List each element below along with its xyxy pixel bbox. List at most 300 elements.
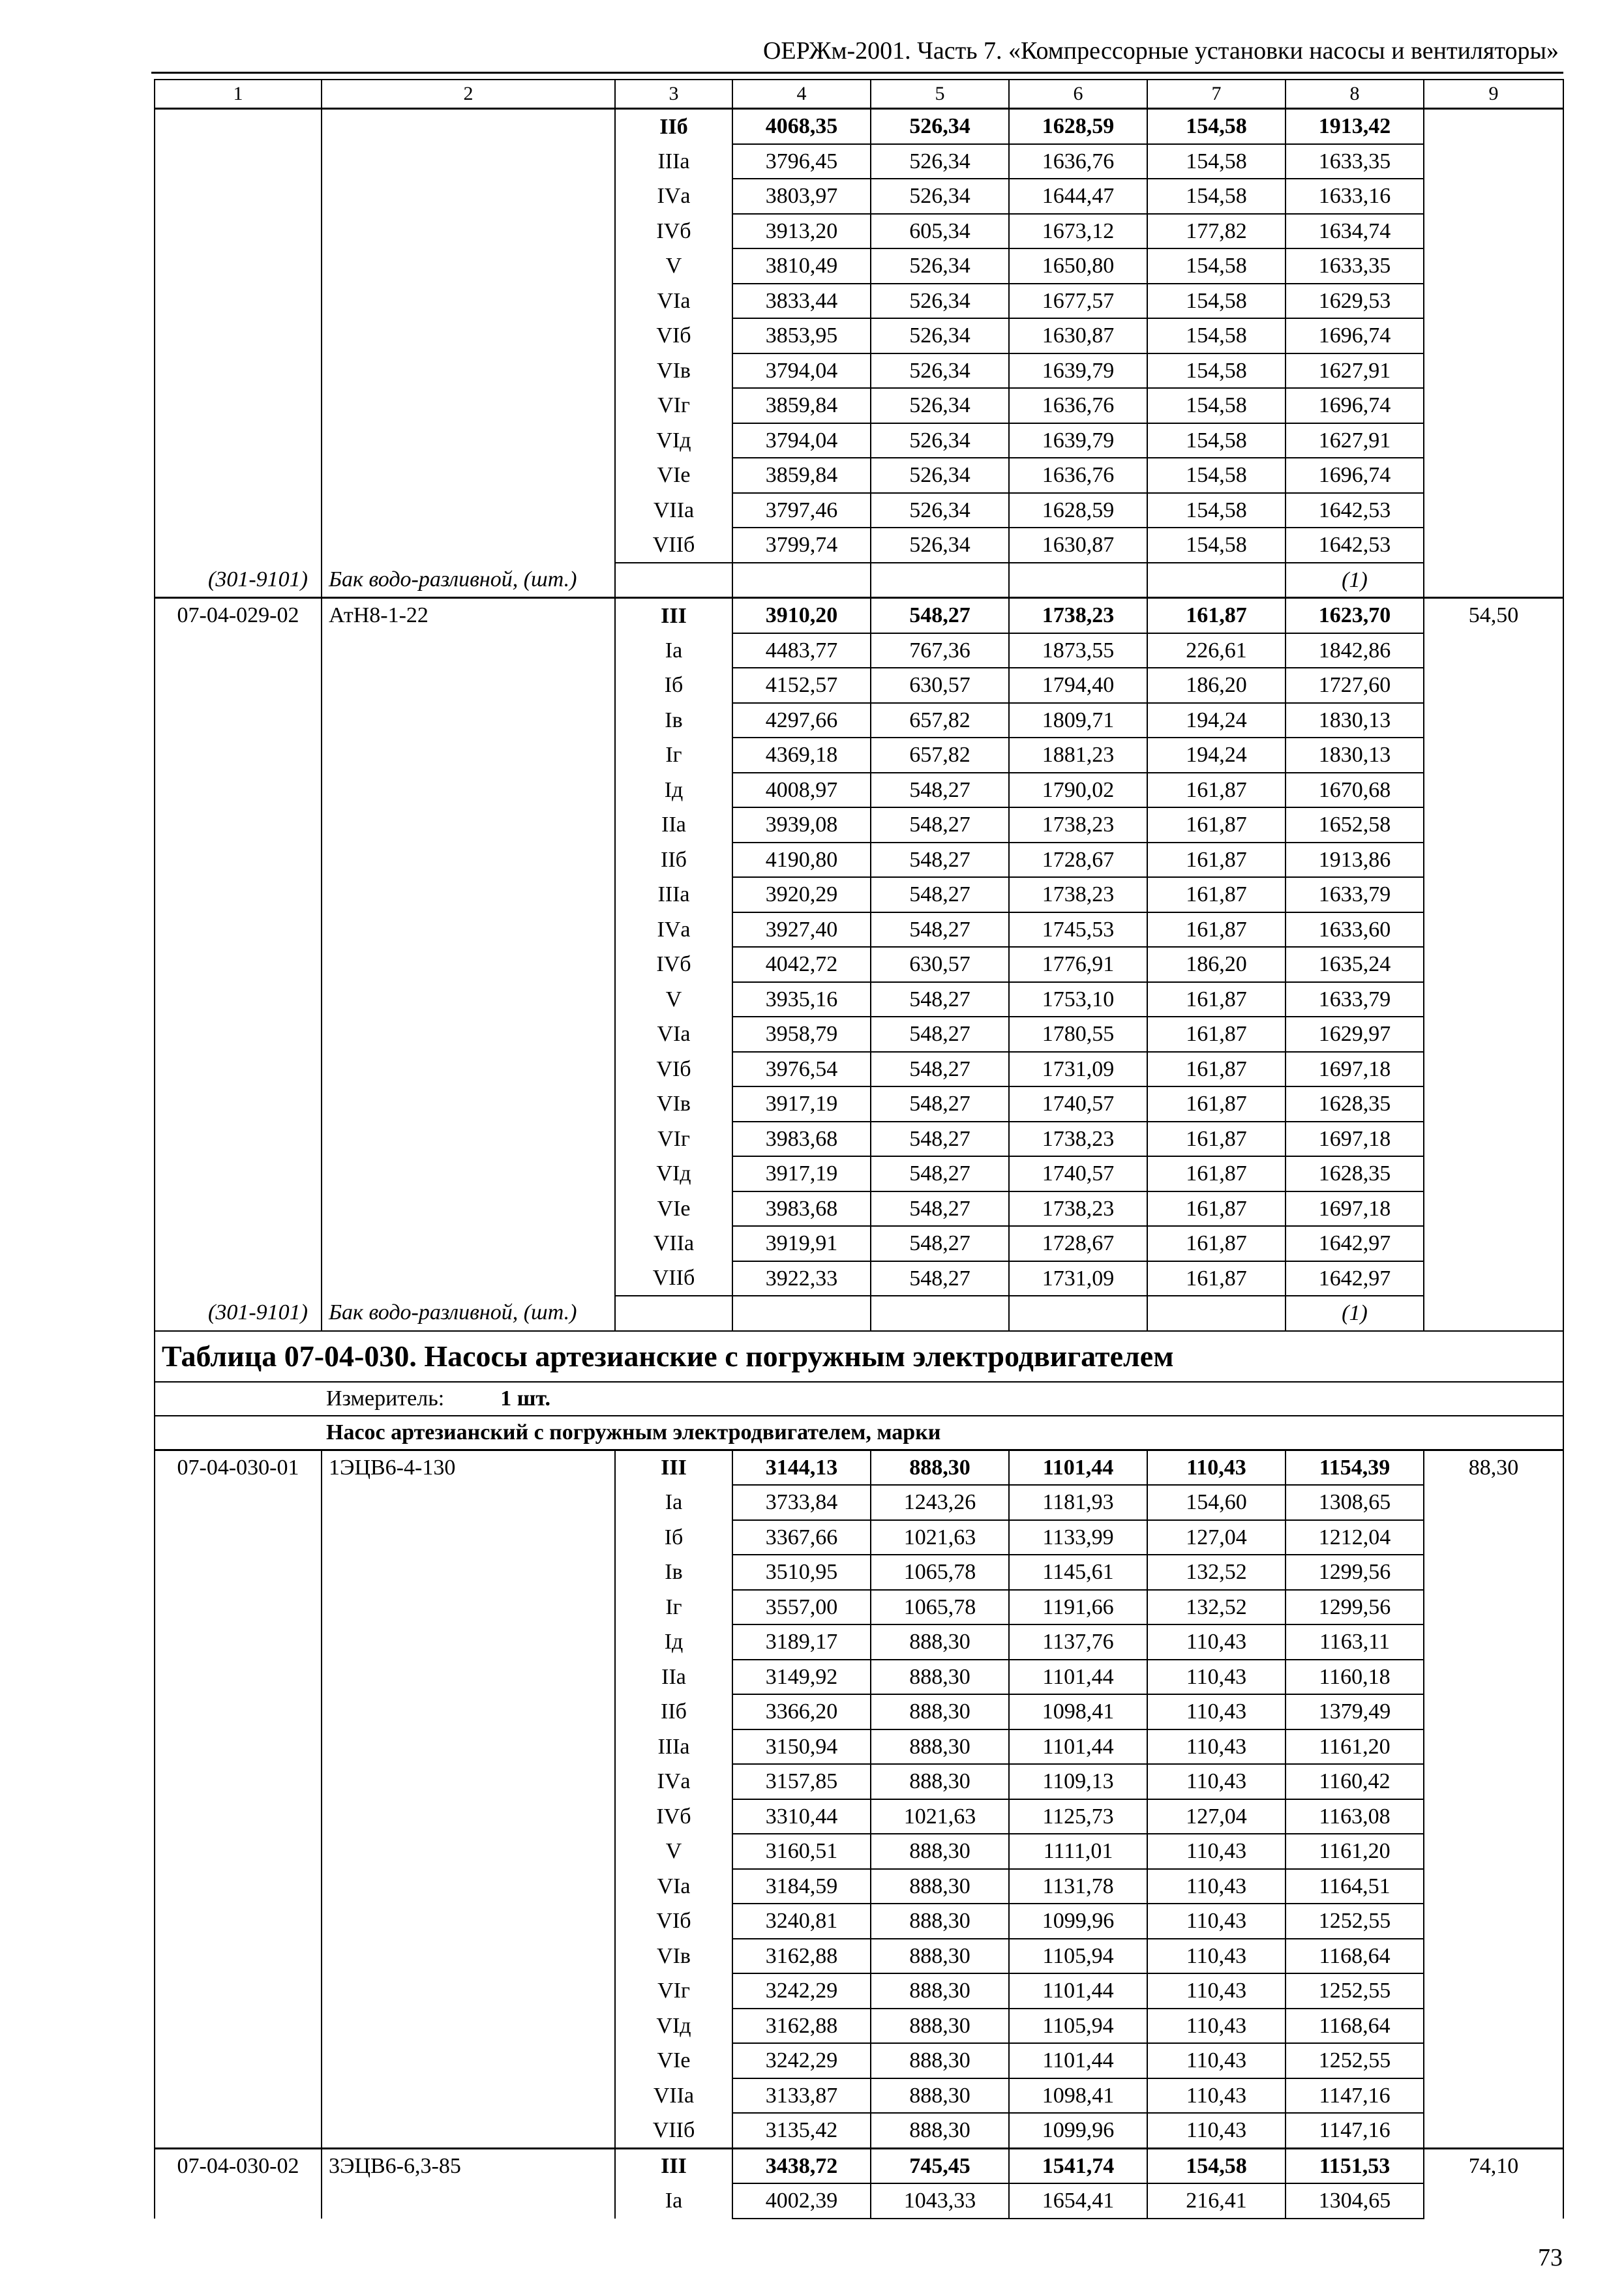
price-cell: 154,58 bbox=[1147, 284, 1286, 319]
price-cell: 3367,66 bbox=[732, 1520, 871, 1555]
price-cell: 1696,74 bbox=[1286, 388, 1424, 423]
page-header: ОЕРЖм-2001. Часть 7. «Компрессорные установки насосы и вентиляторы» bbox=[762, 37, 1559, 65]
price-cell: 1633,79 bbox=[1286, 877, 1424, 912]
zone-code: Iд bbox=[615, 773, 732, 808]
price-cell: 1634,74 bbox=[1286, 214, 1424, 249]
price-cell: 154,58 bbox=[1147, 423, 1286, 458]
item-code: 07-04-029-02 bbox=[155, 598, 322, 1296]
price-cell: 1111,01 bbox=[1009, 1834, 1147, 1869]
price-cell: 888,30 bbox=[871, 2078, 1009, 2114]
zone-code: VIг bbox=[615, 1973, 732, 2009]
price-cell: 526,34 bbox=[871, 493, 1009, 528]
zone-code: Iг bbox=[615, 738, 732, 773]
price-cell: 154,58 bbox=[1147, 144, 1286, 179]
price-cell: 548,27 bbox=[871, 1261, 1009, 1296]
price-cell: 888,30 bbox=[871, 1939, 1009, 1974]
price-cell: 1629,97 bbox=[1286, 1017, 1424, 1052]
price-cell: 1780,55 bbox=[1009, 1017, 1147, 1052]
price-cell: 548,27 bbox=[871, 1191, 1009, 1227]
price-cell: 3927,40 bbox=[732, 912, 871, 948]
price-cell: 194,24 bbox=[1147, 703, 1286, 738]
price-cell: 3160,51 bbox=[732, 1834, 871, 1869]
zone-code: VIг bbox=[615, 388, 732, 423]
empty-cell bbox=[1147, 1296, 1286, 1331]
price-cell: 1163,11 bbox=[1286, 1624, 1424, 1660]
group-title: Насос артезианский с погружным электродвигателем, марки bbox=[155, 1416, 1563, 1450]
price-cell: 1164,51 bbox=[1286, 1869, 1424, 1904]
price-cell: 4297,66 bbox=[732, 703, 871, 738]
price-cell: 1065,78 bbox=[871, 1555, 1009, 1590]
price-cell: 161,87 bbox=[1147, 912, 1286, 948]
price-cell: 154,58 bbox=[1147, 493, 1286, 528]
price-cell: 1740,57 bbox=[1009, 1086, 1147, 1122]
price-cell: 548,27 bbox=[871, 877, 1009, 912]
price-cell: 526,34 bbox=[871, 144, 1009, 179]
zone-code: IVб bbox=[615, 214, 732, 249]
price-cell: 110,43 bbox=[1147, 1834, 1286, 1869]
item-name: 3ЭЦВ6-6,3-85 bbox=[322, 2148, 615, 2219]
unit-label: Измеритель: bbox=[326, 1386, 445, 1411]
price-cell: 161,87 bbox=[1147, 1156, 1286, 1191]
price-cell: 548,27 bbox=[871, 843, 1009, 878]
price-cell: 1021,63 bbox=[871, 1520, 1009, 1555]
price-cell: 1212,04 bbox=[1286, 1520, 1424, 1555]
zone-code: VIIб bbox=[615, 1261, 732, 1296]
price-cell: 1633,79 bbox=[1286, 982, 1424, 1017]
column-number: 5 bbox=[871, 80, 1009, 109]
price-cell: 888,30 bbox=[871, 1904, 1009, 1939]
price-cell: 1252,55 bbox=[1286, 2043, 1424, 2078]
price-cell: 110,43 bbox=[1147, 2009, 1286, 2044]
price-cell: 177,82 bbox=[1147, 214, 1286, 249]
price-cell: 161,87 bbox=[1147, 773, 1286, 808]
price-cell: 3242,29 bbox=[732, 1973, 871, 2009]
price-cell: 1636,76 bbox=[1009, 144, 1147, 179]
resource-name: Бак водо-разливной, (шт.) bbox=[322, 563, 615, 598]
unit-value: 1 шт. bbox=[500, 1386, 551, 1411]
price-cell: 194,24 bbox=[1147, 738, 1286, 773]
empty-cell bbox=[732, 563, 871, 598]
zone-code: IIа bbox=[615, 1660, 732, 1695]
price-cell: 1642,53 bbox=[1286, 528, 1424, 563]
price-cell: 548,27 bbox=[871, 982, 1009, 1017]
price-cell: 110,43 bbox=[1147, 1764, 1286, 1799]
price-cell: 161,87 bbox=[1147, 877, 1286, 912]
price-cell: 1252,55 bbox=[1286, 1904, 1424, 1939]
price-cell: 1873,55 bbox=[1009, 633, 1147, 668]
price-cell: 630,57 bbox=[871, 947, 1009, 982]
item-code bbox=[155, 109, 322, 563]
column-number: 4 bbox=[732, 80, 871, 109]
price-cell: 110,43 bbox=[1147, 2043, 1286, 2078]
zone-code: VIб bbox=[615, 318, 732, 353]
column-number: 6 bbox=[1009, 80, 1147, 109]
zone-code: Iб bbox=[615, 1520, 732, 1555]
price-cell: 1738,23 bbox=[1009, 877, 1147, 912]
empty-cell bbox=[615, 1296, 732, 1331]
price-cell: 1731,09 bbox=[1009, 1261, 1147, 1296]
price-cell: 1105,94 bbox=[1009, 1939, 1147, 1974]
price-cell: 1842,86 bbox=[1286, 633, 1424, 668]
price-cell: 110,43 bbox=[1147, 1660, 1286, 1695]
price-cell: 226,61 bbox=[1147, 633, 1286, 668]
price-cell: 154,58 bbox=[1147, 353, 1286, 389]
price-cell: 1633,16 bbox=[1286, 179, 1424, 214]
price-cell: 1776,91 bbox=[1009, 947, 1147, 982]
price-cell: 1738,23 bbox=[1009, 598, 1147, 633]
price-cell: 1753,10 bbox=[1009, 982, 1147, 1017]
price-cell: 1098,41 bbox=[1009, 2078, 1147, 2114]
price-cell: 1105,94 bbox=[1009, 2009, 1147, 2044]
price-cell: 1728,67 bbox=[1009, 1226, 1147, 1261]
resource-code: (301-9101) bbox=[155, 1296, 322, 1331]
price-cell: 526,34 bbox=[871, 528, 1009, 563]
price-cell: 1913,86 bbox=[1286, 843, 1424, 878]
price-cell: 605,34 bbox=[871, 214, 1009, 249]
zone-code: VIб bbox=[615, 1904, 732, 1939]
price-cell: 1633,35 bbox=[1286, 248, 1424, 284]
zone-code: VIб bbox=[615, 1052, 732, 1087]
zone-code: VIа bbox=[615, 1869, 732, 1904]
price-cell: 154,58 bbox=[1147, 528, 1286, 563]
price-cell: 1639,79 bbox=[1009, 423, 1147, 458]
price-cell: 1830,13 bbox=[1286, 703, 1424, 738]
price-cell: 1642,97 bbox=[1286, 1226, 1424, 1261]
price-cell: 745,45 bbox=[871, 2148, 1009, 2183]
zone-code: IVб bbox=[615, 947, 732, 982]
price-cell: 3794,04 bbox=[732, 423, 871, 458]
zone-code: VIе bbox=[615, 1191, 732, 1227]
price-cell: 3859,84 bbox=[732, 388, 871, 423]
price-cell: 526,34 bbox=[871, 423, 1009, 458]
price-cell: 3144,13 bbox=[732, 1450, 871, 1485]
table-row bbox=[155, 598, 1563, 633]
price-cell: 161,87 bbox=[1147, 982, 1286, 1017]
empty-cell bbox=[871, 563, 1009, 598]
price-cell: 4190,80 bbox=[732, 843, 871, 878]
price-cell: 1636,76 bbox=[1009, 388, 1147, 423]
zone-code: V bbox=[615, 982, 732, 1017]
price-cell: 4483,77 bbox=[732, 633, 871, 668]
price-cell: 3242,29 bbox=[732, 2043, 871, 2078]
zone-code: VIд bbox=[615, 2009, 732, 2044]
price-cell: 186,20 bbox=[1147, 947, 1286, 982]
price-cell: 4369,18 bbox=[732, 738, 871, 773]
zone-code: IIIа bbox=[615, 1729, 732, 1765]
price-cell: 1644,47 bbox=[1009, 179, 1147, 214]
table-row bbox=[155, 1450, 1563, 1485]
price-cell: 3803,97 bbox=[732, 179, 871, 214]
price-cell: 888,30 bbox=[871, 1834, 1009, 1869]
zone-code: Iг bbox=[615, 1590, 732, 1625]
price-cell: 888,30 bbox=[871, 1450, 1009, 1485]
zone-code: VIд bbox=[615, 423, 732, 458]
price-cell: 3366,20 bbox=[732, 1694, 871, 1729]
price-cell: 1696,74 bbox=[1286, 318, 1424, 353]
price-cell: 1168,64 bbox=[1286, 2009, 1424, 2044]
price-cell: 3150,94 bbox=[732, 1729, 871, 1765]
price-cell: 1154,39 bbox=[1286, 1450, 1424, 1485]
price-cell: 1160,42 bbox=[1286, 1764, 1424, 1799]
price-cell: 888,30 bbox=[871, 2009, 1009, 2044]
price-cell: 161,87 bbox=[1147, 1191, 1286, 1227]
price-cell: 1147,16 bbox=[1286, 2078, 1424, 2114]
price-cell: 1191,66 bbox=[1009, 1590, 1147, 1625]
column-number: 2 bbox=[322, 80, 615, 109]
table-row bbox=[155, 2148, 1563, 2183]
price-cell: 630,57 bbox=[871, 668, 1009, 703]
price-cell: 1099,96 bbox=[1009, 2113, 1147, 2148]
zone-code: III bbox=[615, 598, 732, 633]
price-cell: 888,30 bbox=[871, 1729, 1009, 1765]
empty-cell bbox=[871, 1296, 1009, 1331]
price-cell: 657,82 bbox=[871, 703, 1009, 738]
price-cell: 888,30 bbox=[871, 1764, 1009, 1799]
zone-code: Iа bbox=[615, 633, 732, 668]
zone-code: IVб bbox=[615, 1799, 732, 1834]
zone-code: Iв bbox=[615, 703, 732, 738]
price-cell: 1697,18 bbox=[1286, 1122, 1424, 1157]
zone-code: IIа bbox=[615, 807, 732, 843]
zone-code: VIг bbox=[615, 1122, 732, 1157]
price-cell: 3859,84 bbox=[732, 458, 871, 493]
price-cell: 548,27 bbox=[871, 912, 1009, 948]
price-cell: 110,43 bbox=[1147, 1904, 1286, 1939]
price-cell: 1098,41 bbox=[1009, 1694, 1147, 1729]
price-cell: 548,27 bbox=[871, 773, 1009, 808]
price-cell: 1654,41 bbox=[1009, 2183, 1147, 2219]
price-cell: 3917,19 bbox=[732, 1086, 871, 1122]
price-cell: 3958,79 bbox=[732, 1017, 871, 1052]
column-number-row bbox=[155, 80, 1563, 109]
price-cell: 1163,08 bbox=[1286, 1799, 1424, 1834]
price-cell: 3799,74 bbox=[732, 528, 871, 563]
zone-code: VIе bbox=[615, 2043, 732, 2078]
price-cell: 3510,95 bbox=[732, 1555, 871, 1590]
empty-cell bbox=[615, 563, 732, 598]
price-cell: 1728,67 bbox=[1009, 843, 1147, 878]
zone-code: IVа bbox=[615, 179, 732, 214]
zone-code: III bbox=[615, 1450, 732, 1485]
empty-cell bbox=[1009, 563, 1147, 598]
column-number: 7 bbox=[1147, 80, 1286, 109]
price-cell: 3913,20 bbox=[732, 214, 871, 249]
price-cell: 127,04 bbox=[1147, 1799, 1286, 1834]
price-cell: 888,30 bbox=[871, 1973, 1009, 2009]
price-cell: 4068,35 bbox=[732, 109, 871, 144]
price-cell: 154,58 bbox=[1147, 179, 1286, 214]
zone-code: VIв bbox=[615, 1939, 732, 1974]
price-cell: 1629,53 bbox=[1286, 284, 1424, 319]
price-cell: 1738,23 bbox=[1009, 1191, 1147, 1227]
price-cell: 548,27 bbox=[871, 1122, 1009, 1157]
price-cell: 3189,17 bbox=[732, 1624, 871, 1660]
price-cell: 1628,35 bbox=[1286, 1086, 1424, 1122]
price-cell: 1696,74 bbox=[1286, 458, 1424, 493]
empty-cell bbox=[732, 1296, 871, 1331]
zone-code: IIIа bbox=[615, 877, 732, 912]
price-cell: 161,87 bbox=[1147, 1086, 1286, 1122]
resource-quantity: (1) bbox=[1286, 1296, 1424, 1331]
price-cell: 1101,44 bbox=[1009, 1660, 1147, 1695]
price-cell: 3133,87 bbox=[732, 2078, 871, 2114]
price-cell: 1830,13 bbox=[1286, 738, 1424, 773]
zone-code: IIIа bbox=[615, 144, 732, 179]
price-cell: 1308,65 bbox=[1286, 1485, 1424, 1520]
zone-code: IIб bbox=[615, 1694, 732, 1729]
price-cell: 1151,53 bbox=[1286, 2148, 1424, 2183]
zone-code: VIа bbox=[615, 1017, 732, 1052]
price-cell: 3976,54 bbox=[732, 1052, 871, 1087]
group-row bbox=[155, 1416, 1563, 1450]
price-cell: 888,30 bbox=[871, 1624, 1009, 1660]
zone-code: VIа bbox=[615, 284, 732, 319]
price-cell: 526,34 bbox=[871, 388, 1009, 423]
price-cell: 110,43 bbox=[1147, 1729, 1286, 1765]
price-cell: 3917,19 bbox=[732, 1156, 871, 1191]
price-cell: 154,58 bbox=[1147, 458, 1286, 493]
column-number: 1 bbox=[155, 80, 322, 109]
price-cell: 1636,76 bbox=[1009, 458, 1147, 493]
price-cell: 3922,33 bbox=[732, 1261, 871, 1296]
price-cell: 548,27 bbox=[871, 807, 1009, 843]
price-cell: 1299,56 bbox=[1286, 1590, 1424, 1625]
price-cell: 526,34 bbox=[871, 109, 1009, 144]
price-cell: 1021,63 bbox=[871, 1799, 1009, 1834]
price-cell: 1101,44 bbox=[1009, 1450, 1147, 1485]
price-cell: 110,43 bbox=[1147, 2113, 1286, 2148]
price-cell: 1243,26 bbox=[871, 1485, 1009, 1520]
price-cell: 1161,20 bbox=[1286, 1729, 1424, 1765]
price-cell: 3919,91 bbox=[732, 1226, 871, 1261]
price-cell: 3935,16 bbox=[732, 982, 871, 1017]
price-cell: 1642,97 bbox=[1286, 1261, 1424, 1296]
price-cell: 3939,08 bbox=[732, 807, 871, 843]
zone-code: VIв bbox=[615, 1086, 732, 1122]
price-cell: 132,52 bbox=[1147, 1590, 1286, 1625]
price-cell: 526,34 bbox=[871, 318, 1009, 353]
price-cell: 548,27 bbox=[871, 1086, 1009, 1122]
price-cell: 3920,29 bbox=[732, 877, 871, 912]
item-name bbox=[322, 109, 615, 563]
zone-code: Iа bbox=[615, 1485, 732, 1520]
price-cell: 132,52 bbox=[1147, 1555, 1286, 1590]
zone-code: VIIа bbox=[615, 493, 732, 528]
price-cell: 110,43 bbox=[1147, 1624, 1286, 1660]
price-cell: 1745,53 bbox=[1009, 912, 1147, 948]
price-cell: 154,58 bbox=[1147, 2148, 1286, 2183]
zone-code: VIIб bbox=[615, 528, 732, 563]
table-row bbox=[155, 109, 1563, 144]
zone-code: IVа bbox=[615, 912, 732, 948]
price-cell: 161,87 bbox=[1147, 1261, 1286, 1296]
price-cell: 1740,57 bbox=[1009, 1156, 1147, 1191]
item-name: 1ЭЦВ6-4-130 bbox=[322, 1450, 615, 2148]
price-cell: 888,30 bbox=[871, 2113, 1009, 2148]
price-cell: 1627,91 bbox=[1286, 423, 1424, 458]
column-number: 9 bbox=[1424, 80, 1563, 109]
price-cell: 888,30 bbox=[871, 2043, 1009, 2078]
price-cell: 1652,58 bbox=[1286, 807, 1424, 843]
price-cell: 767,36 bbox=[871, 633, 1009, 668]
price-cell: 110,43 bbox=[1147, 1939, 1286, 1974]
zone-code: VIе bbox=[615, 458, 732, 493]
price-cell: 1147,16 bbox=[1286, 2113, 1424, 2148]
price-cell: 161,87 bbox=[1147, 1226, 1286, 1261]
price-cell: 1628,59 bbox=[1009, 109, 1147, 144]
header-rule bbox=[151, 72, 1563, 74]
price-cell: 154,60 bbox=[1147, 1485, 1286, 1520]
mass-cell: 54,50 bbox=[1424, 598, 1563, 1331]
price-cell: 526,34 bbox=[871, 248, 1009, 284]
price-cell: 186,20 bbox=[1147, 668, 1286, 703]
price-cell: 1633,35 bbox=[1286, 144, 1424, 179]
resource-name: Бак водо-разливной, (шт.) bbox=[322, 1296, 615, 1331]
price-cell: 1101,44 bbox=[1009, 1973, 1147, 2009]
price-cell: 3135,42 bbox=[732, 2113, 871, 2148]
price-cell: 161,87 bbox=[1147, 1122, 1286, 1157]
price-cell: 1697,18 bbox=[1286, 1052, 1424, 1087]
price-cell: 1099,96 bbox=[1009, 1904, 1147, 1939]
price-cell: 1642,53 bbox=[1286, 493, 1424, 528]
zone-code: V bbox=[615, 1834, 732, 1869]
price-cell: 3810,49 bbox=[732, 248, 871, 284]
price-cell: 3796,45 bbox=[732, 144, 871, 179]
price-cell: 161,87 bbox=[1147, 807, 1286, 843]
price-cell: 3240,81 bbox=[732, 1904, 871, 1939]
price-cell: 110,43 bbox=[1147, 1694, 1286, 1729]
price-cell: 1635,24 bbox=[1286, 947, 1424, 982]
resource-row bbox=[155, 563, 1563, 598]
price-cell: 1639,79 bbox=[1009, 353, 1147, 389]
price-cell: 3797,46 bbox=[732, 493, 871, 528]
zone-code: Iд bbox=[615, 1624, 732, 1660]
empty-cell bbox=[1147, 563, 1286, 598]
zone-code: VIд bbox=[615, 1156, 732, 1191]
price-cell: 1101,44 bbox=[1009, 2043, 1147, 2078]
price-cell: 4042,72 bbox=[732, 947, 871, 982]
column-number: 8 bbox=[1286, 80, 1424, 109]
price-cell: 154,58 bbox=[1147, 388, 1286, 423]
item-name: АтН8-1-22 bbox=[322, 598, 615, 1296]
zone-code: V bbox=[615, 248, 732, 284]
zone-code: IVа bbox=[615, 1764, 732, 1799]
zone-code: IIб bbox=[615, 109, 732, 144]
price-cell: 1628,35 bbox=[1286, 1156, 1424, 1191]
unit-cell bbox=[155, 1382, 1563, 1416]
price-cell: 110,43 bbox=[1147, 1973, 1286, 2009]
resource-row bbox=[155, 1296, 1563, 1331]
price-cell: 3162,88 bbox=[732, 2009, 871, 2044]
price-cell: 1125,73 bbox=[1009, 1799, 1147, 1834]
price-cell: 1913,42 bbox=[1286, 109, 1424, 144]
price-cell: 3733,84 bbox=[732, 1485, 871, 1520]
price-cell: 3149,92 bbox=[732, 1660, 871, 1695]
table-title-row bbox=[155, 1331, 1563, 1382]
resource-code: (301-9101) bbox=[155, 563, 322, 598]
price-cell: 1697,18 bbox=[1286, 1191, 1424, 1227]
price-cell: 3557,00 bbox=[732, 1590, 871, 1625]
price-cell: 1627,91 bbox=[1286, 353, 1424, 389]
price-cell: 1252,55 bbox=[1286, 1973, 1424, 2009]
price-cell: 3157,85 bbox=[732, 1764, 871, 1799]
price-cell: 4002,39 bbox=[732, 2183, 871, 2219]
mass-cell: 74,10 bbox=[1424, 2148, 1563, 2219]
price-cell: 161,87 bbox=[1147, 598, 1286, 633]
mass-cell bbox=[1424, 109, 1563, 598]
price-cell: 3310,44 bbox=[732, 1799, 871, 1834]
price-cell: 110,43 bbox=[1147, 2078, 1286, 2114]
